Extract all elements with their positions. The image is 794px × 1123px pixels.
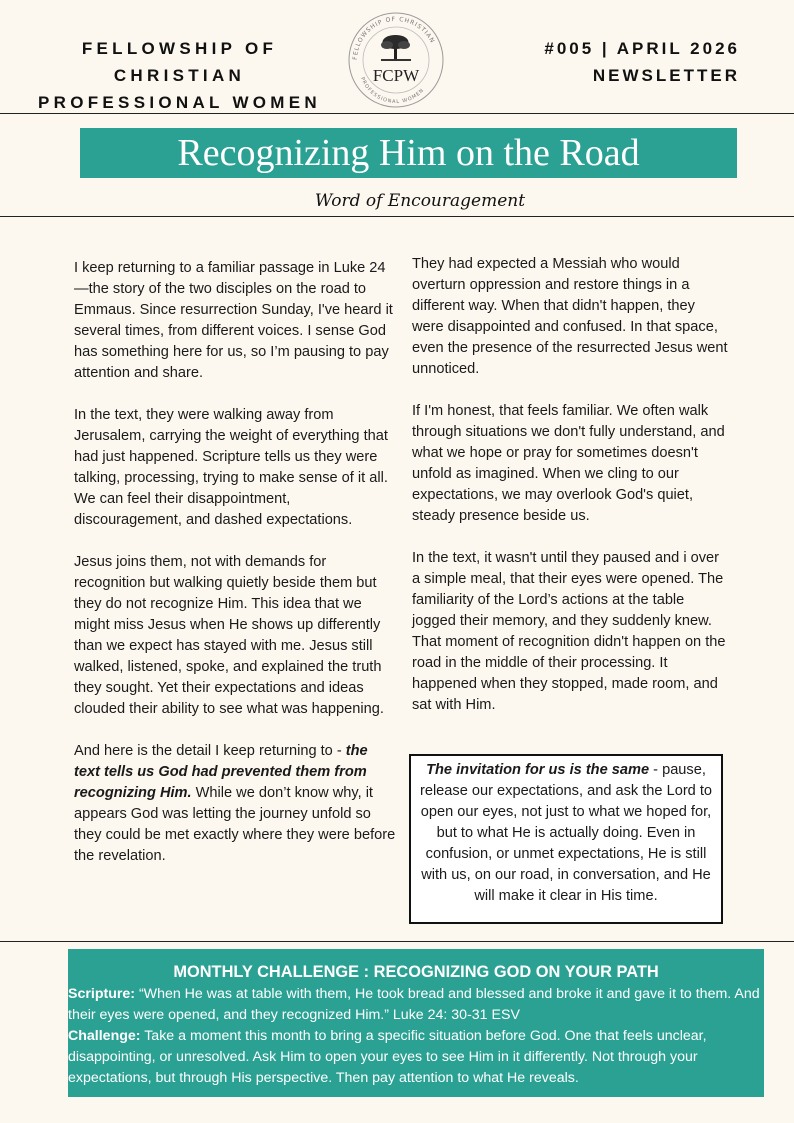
paragraph: I keep returning to a familiar passage in Luke 24—the story of the two disciples on the road to Emmaus. Since resurrection Sunday, I've heard it several times, from different voices. I sense God has something here for us, so I’m pausing to pay attention and share.	[74, 260, 393, 381]
paragraph: They had expected a Messiah who would overturn oppression and restore things in a different way. When that didn't happen, they were disappointed and confused. In that space, even the presence of the resurrected Jesus went unnoticed.	[412, 256, 728, 377]
issue-info	[544, 35, 740, 89]
org-name-line-1: FELLOWSHIP OF CHRISTIAN	[81, 39, 278, 85]
paragraph-rest: While we don’t know why, it appears God was letting the journey unfold so they could be met exactly where they were before the revelation.	[74, 785, 396, 864]
challenge-label: Challenge:	[68, 1028, 141, 1044]
challenge-text: Take a moment this month to bring a specific situation before God. One that feels unclear, disappointing, or unresolved. Ask Him to open your eyes to see Him in it differently. Not through your expectations, but through His perspective. Then pay attention to what He reveals.	[68, 1028, 707, 1086]
paragraph-lead: And here is the detail I keep returning to -	[74, 743, 346, 759]
logo-ring-text: FELLOWSHIP OF CHRISTIAN	[351, 15, 437, 61]
article-right-column	[412, 254, 730, 737]
scripture-text: “When He was at table with them, He took bread and blessed and broke it and gave it to them. And their eyes were opened, and they recognized Him.” Luke 24: 30-31 ESV	[68, 986, 760, 1023]
article-title: Recognizing Him on the Road	[80, 128, 737, 178]
callout-text: - pause, release our expectations, and ask the Lord to open our eyes, not just to what we hoped for, but to what He is actually doing. Even in confusion, or unmet expectations, He is still with us, on our road, in conversation, and He will make it clear in His time.	[419, 762, 713, 904]
emphasis-text: the text tells us God had prevented them from recognizing Him.	[74, 743, 368, 801]
tree-icon	[381, 35, 411, 61]
header-divider	[0, 113, 794, 114]
footer-divider	[0, 941, 794, 942]
scripture-label: Scripture:	[68, 986, 136, 1002]
paragraph: Jesus joins them, not with demands for recognition but walking quietly beside them but they do not recognize Him. This idea that we might miss Jesus when He shows up differently than we expect has stayed with me. Jesus still walked, listened, spoke, and explained the truth they sought. Yet their expectations and ideas clouded their ability to see what was happening.	[74, 554, 384, 717]
title-divider	[0, 216, 794, 217]
issue-number-date: #005 | APRIL 2026	[544, 39, 740, 58]
newsletter-label: NEWSLETTER	[592, 66, 740, 85]
organization-name	[22, 35, 337, 116]
paragraph: In the text, they were walking away from Jerusalem, carrying the weight of everything that had just happened. Scripture tells us they were talking, processing, trying to make sense of it all. We can feel their disappointment, discouragement, and dashed expectations.	[74, 407, 388, 528]
org-name-line-2: PROFESSIONAL WOMEN	[38, 93, 321, 112]
paragraph: If I'm honest, that feels familiar. We often walk through situations we don't fully understand, and what we hope or pray for sometimes doesn't unfold as imagined. When we cling to our expectations, we may overlook God's quiet, steady presence beside us.	[412, 403, 725, 524]
challenge-paragraph	[68, 1026, 764, 1089]
challenge-title: MONTHLY CHALLENGE : RECOGNIZING GOD ON YOUR PATH	[173, 963, 659, 981]
section-subtitle: Word of Encouragement	[300, 186, 540, 216]
monthly-challenge-box	[68, 949, 764, 1097]
scripture-paragraph	[68, 984, 764, 1026]
callout-emphasis: The invitation for us is the same	[426, 762, 650, 778]
paragraph	[74, 741, 396, 867]
paragraph: In the text, it wasn't until they paused and i over a simple meal, that their eyes were opened. The familiarity of the Lord’s actions at the table jogged their memory, and they suddenly knew. That moment of recognition didn't happen on the road in the middle of their processing. It happened when they stopped, made room, and sat with Him.	[412, 550, 726, 713]
svg-text:PROFESSIONAL WOMEN: PROFESSIONAL WOMEN	[359, 76, 426, 106]
fcpw-logo	[345, 10, 447, 110]
logo-monogram: FCPW	[372, 66, 420, 85]
article-left-column	[74, 258, 396, 888]
invitation-callout	[409, 754, 723, 924]
